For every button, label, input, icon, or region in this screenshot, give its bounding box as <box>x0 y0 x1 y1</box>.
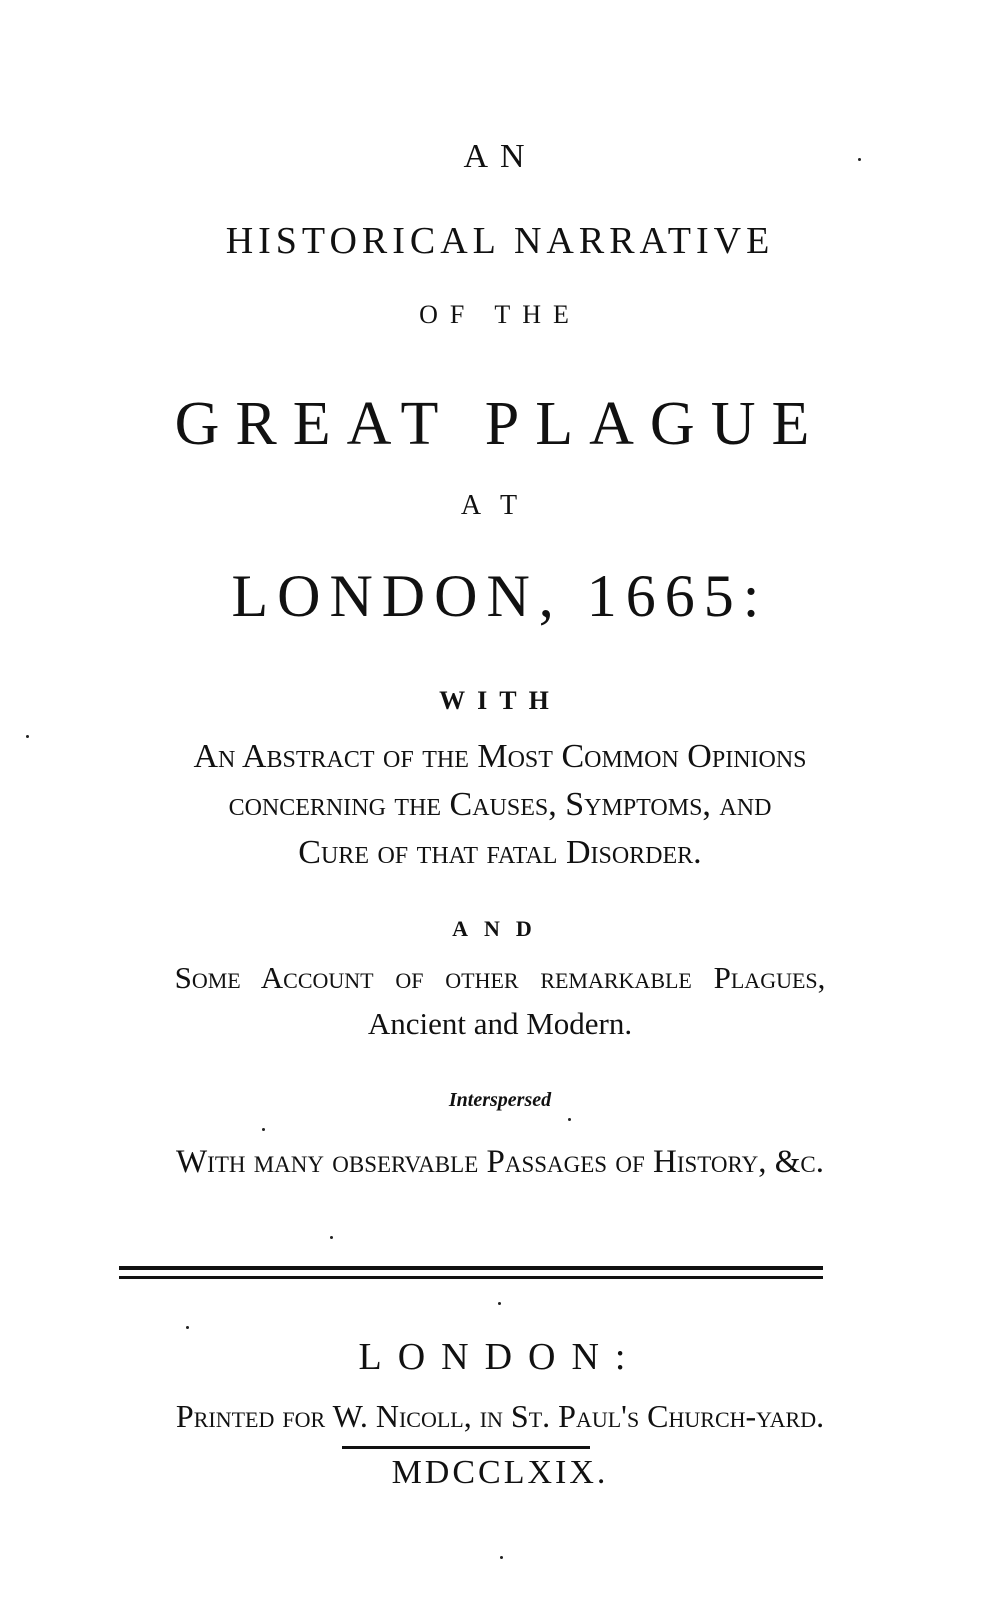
paper-speck <box>500 1556 503 1559</box>
double-rule-bottom <box>119 1276 823 1279</box>
paper-speck <box>498 1302 501 1305</box>
with-many-passages: With many observable Passages of History, &c. <box>176 1144 824 1180</box>
subtitle-and: AND <box>452 916 548 941</box>
account-line-2: Ancient and Modern. <box>367 1006 633 1041</box>
title-of-the: OF THE <box>419 300 581 329</box>
abstract-line-2: concerning the Causes, Symptoms, and <box>228 786 772 823</box>
date-rule <box>342 1446 590 1449</box>
title-great-plague: GREAT PLAGUE <box>174 390 826 458</box>
title-historical-narrative: HISTORICAL NARRATIVE <box>225 220 775 262</box>
title-london-1665: LONDON, 1665: <box>231 563 769 629</box>
subtitle-with: WITH <box>439 686 561 715</box>
account-line-1: Some Account of other remarkable Plagues, <box>174 960 826 995</box>
imprint-city: LONDON: <box>358 1336 642 1378</box>
paper-speck <box>26 735 29 738</box>
paper-speck <box>330 1236 333 1239</box>
imprint-date: MDCCLXIX. <box>391 1454 609 1491</box>
paper-speck <box>568 1118 571 1121</box>
paper-speck <box>186 1326 189 1329</box>
imprint-printer: Printed for W. Nicoll, in St. Paul's Church-yard. <box>175 1398 825 1434</box>
paper-speck <box>858 158 861 161</box>
title-at: AT <box>460 490 540 521</box>
abstract-line-1: An Abstract of the Most Common Opinions <box>193 738 807 775</box>
paper-speck <box>262 1128 265 1131</box>
title-an: AN <box>463 138 537 175</box>
double-rule-top <box>119 1266 823 1270</box>
interspersed-label: Interspersed <box>448 1089 552 1111</box>
abstract-line-3: Cure of that fatal Disorder. <box>298 834 702 871</box>
